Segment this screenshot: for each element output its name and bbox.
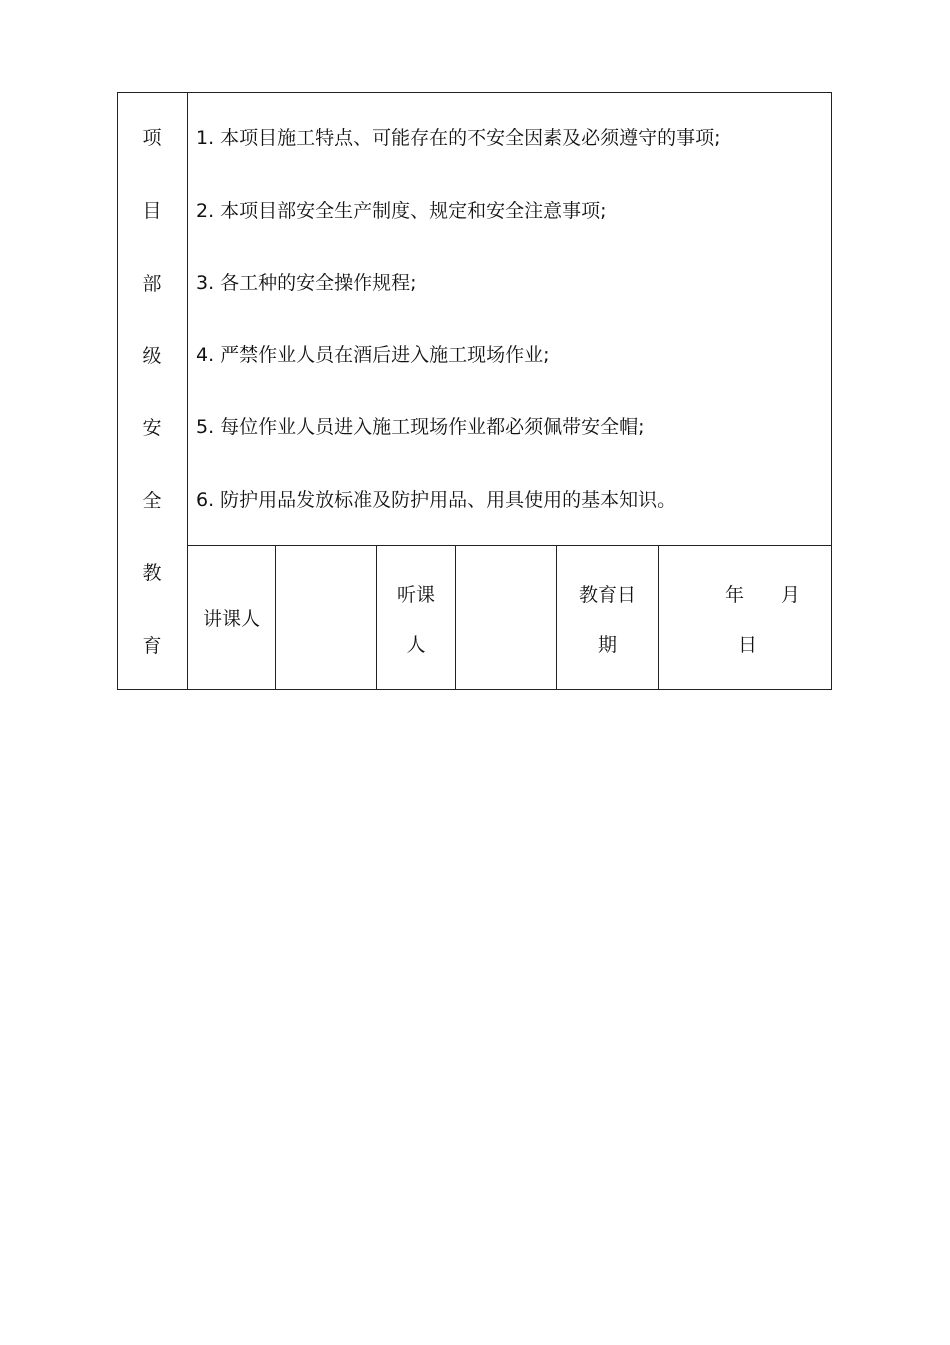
lecturer-label: 讲课人: [202, 608, 260, 630]
side-label-char: 育: [142, 635, 162, 657]
listener-value-cell[interactable]: [456, 546, 557, 689]
side-label-char: 安: [142, 417, 162, 439]
listener-label-line2: 人: [406, 634, 426, 656]
signature-row: [188, 546, 831, 689]
list-item: 2. 本项目部安全生产制度、规定和安全注意事项;: [196, 200, 607, 222]
side-label-char: 目: [142, 200, 162, 222]
safety-education-table: [117, 92, 832, 690]
date-day: 日: [738, 634, 758, 656]
side-label-char: 级: [142, 345, 162, 367]
date-month: 月: [781, 584, 801, 606]
side-label-char: 部: [142, 273, 162, 295]
listener-label-cell: [377, 546, 456, 689]
date-year: 年: [725, 584, 745, 606]
list-item: 6. 防护用品发放标准及防护用品、用具使用的基本知识。: [196, 489, 677, 511]
side-label-char: 教: [142, 562, 162, 584]
list-item: 5. 每位作业人员进入施工现场作业都必须佩带安全帽;: [196, 416, 645, 438]
date-label-line2: 期: [597, 634, 617, 656]
lecturer-value-cell[interactable]: [276, 546, 377, 689]
side-label-column: [118, 93, 188, 689]
date-label-line1: 教育日: [578, 584, 636, 606]
date-value-cell[interactable]: [659, 546, 831, 689]
education-content-list: [188, 93, 831, 546]
list-item: 4. 严禁作业人员在酒后进入施工现场作业;: [196, 344, 550, 366]
side-label-char: 项: [142, 127, 162, 149]
lecturer-label-cell: [188, 546, 276, 689]
list-item: 1. 本项目施工特点、可能存在的不安全因素及必须遵守的事项;: [196, 127, 721, 149]
listener-label-line1: 听课: [396, 584, 435, 606]
side-label-char: 全: [142, 490, 162, 512]
date-label-cell: [557, 546, 659, 689]
list-item: 3. 各工种的安全操作规程;: [196, 272, 417, 294]
